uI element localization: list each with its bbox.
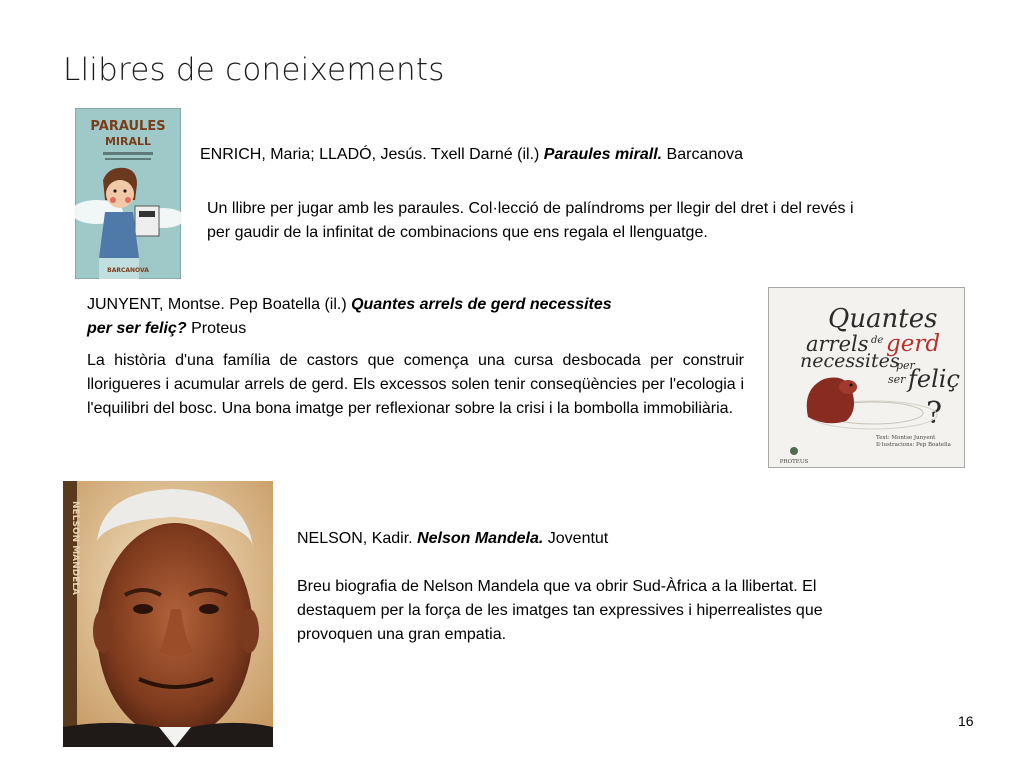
svg-text:?: ? — [926, 396, 943, 431]
cover-paraules-mirall-illustration — [75, 108, 181, 279]
citation-paraules-mirall — [200, 143, 743, 167]
citation-nelson-mandela — [297, 527, 608, 551]
description-quantes-arrels: La història d'una família de castors que comença una cursa desbocada per construir llorigueres i acumular arrels de gerd. Els excessos solen tenir conseqüències per l'ecologia i l'equilibri del bosc. Una bona imatge per reflexionar sobre la crisi i la bombolla immobiliària. — [87, 352, 744, 417]
slide-title: Llibres de coneixements — [63, 52, 445, 88]
svg-text:per: per — [896, 359, 915, 372]
svg-text:ser: ser — [888, 373, 906, 386]
svg-text:MIRALL: MIRALL — [104, 135, 152, 148]
cover-paraules-mirall — [75, 108, 181, 279]
citation-publisher: Joventut — [547, 530, 609, 547]
cover-nelson-mandela — [63, 481, 273, 747]
svg-text:de: de — [871, 335, 884, 346]
description-paraules-mirall: Un llibre per jugar amb les paraules. Col·lecció de palíndroms per llegir del dret i del revés i per gaudir de la infinitat de combinacions que ens regala el llenguatge. — [207, 200, 854, 241]
page-number: 16 — [958, 713, 974, 729]
citation-title: Paraules mirall. — [543, 146, 663, 163]
svg-text:gerd: gerd — [886, 331, 941, 357]
svg-text:PROTEUS: PROTEUS — [779, 459, 809, 465]
cover-quantes-arrels — [768, 287, 965, 468]
citation-authors: JUNYENT, Montse. Pep Boatella (il.) — [87, 296, 347, 313]
cover-quantes-arrels-illustration — [768, 287, 965, 468]
description-nelson-mandela: Breu biografia de Nelson Mandela que va obrir Sud-Àfrica a la llibertat. El destaquem per la força de les imatges tan expressives i hiperrealistes que provoquen una gran empatia. — [297, 578, 823, 643]
svg-text:Text: Montse Junyent: Text: Montse Junyent — [876, 435, 936, 441]
citation-quantes-arrels — [87, 293, 747, 341]
citation-publisher: Proteus — [191, 320, 247, 337]
citation-authors: ENRICH, Maria; LLADÓ, Jesús. Txell Darné (il.) — [200, 146, 540, 163]
svg-text:arrels: arrels — [806, 332, 869, 356]
citation-publisher: Barcanova — [666, 146, 744, 163]
svg-text:BARCANOVA: BARCANOVA — [107, 267, 149, 274]
citation-title: Quantes arrels de gerd necessites — [351, 296, 612, 313]
citation-title-continued: per ser feliç? — [87, 320, 187, 337]
svg-text:PARAULES: PARAULES — [90, 119, 166, 134]
svg-text:feliç: feliç — [908, 365, 960, 393]
cover-nelson-mandela-portrait — [63, 481, 273, 747]
svg-text:NELSON MANDELA: NELSON MANDELA — [70, 501, 80, 595]
citation-title: Nelson Mandela. — [417, 530, 544, 547]
svg-text:Quantes: Quantes — [828, 304, 938, 334]
citation-authors: NELSON, Kadir. — [297, 530, 413, 547]
svg-text:necessites: necessites — [800, 350, 900, 372]
svg-text:Il·lustracions: Pep Boatella: Il·lustracions: Pep Boatella — [876, 442, 951, 448]
